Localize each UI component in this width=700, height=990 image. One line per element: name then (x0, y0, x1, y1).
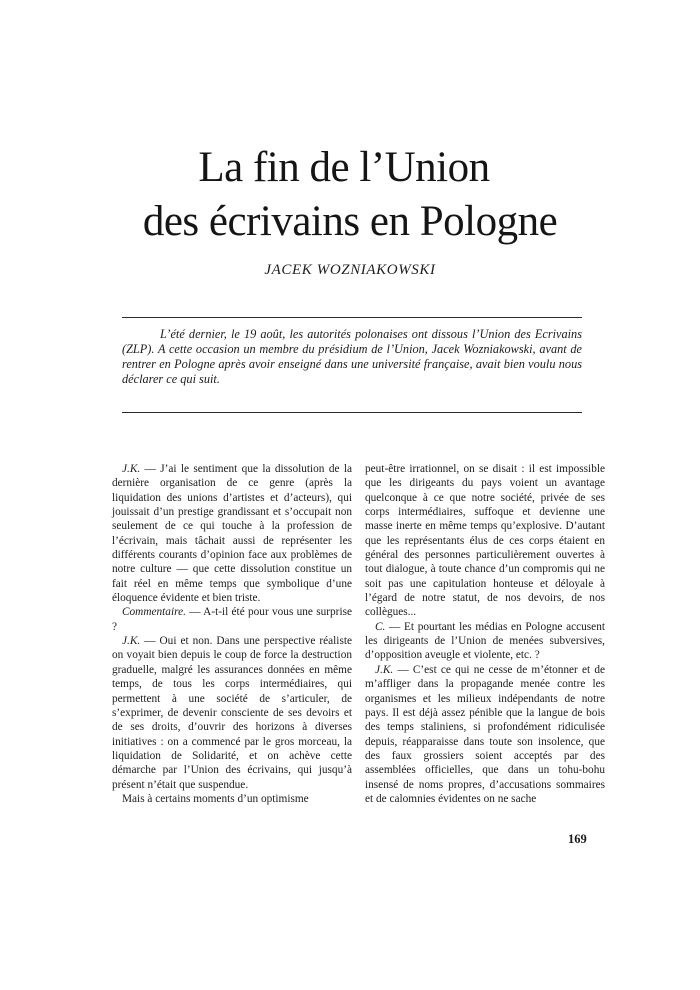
paragraph (112, 634, 352, 792)
article-title-line-1: La fin de l’Union (198, 144, 490, 191)
left-column (112, 462, 352, 806)
speaker-label: J.K. (375, 663, 394, 676)
speaker-label: J.K. (122, 635, 141, 648)
paragraph (112, 605, 352, 634)
paragraph (112, 462, 352, 605)
paragraph (365, 663, 605, 806)
speaker-label: J.K. (122, 463, 141, 475)
article-author: JACEK WOZNIAKOWSKI (264, 262, 436, 278)
page-number: 169 (568, 832, 587, 846)
speaker-label: C. (375, 620, 386, 633)
article-intro: L’été dernier, le 19 août, les autorités polonaises ont dissous l’Union des Ecrivains (ZLP). A cette occasion un membre du présidium de l’Union, Jacek Wozniakowski, avant de rentrer en Pologne après avoir enseigné dans une université française, avait bien voulu nous déclarer ce qui suit. (122, 327, 582, 386)
intro-top-rule (122, 317, 582, 318)
paragraph-text: peut-être irrationnel, on se disait : il est impossible que les dirigeants du pays voient un avantage quelconque à ce que notre société, privée de ses corps intermédiaires, suffoque et devienne une masse inerte en même temps qu’explosive. D’autant que les représentants élus de ces corps étaient en général des personnes particulièrement ouvertes à tout dialogue, à toute chance d’un compromis qui ne soit pas une capitulation honteuse et déloyale à l’égard de notre statut, de nos devoirs, de nos collègues... (365, 463, 605, 619)
paragraph (112, 792, 352, 806)
article-title-line-2: des écrivains en Pologne (142, 198, 558, 245)
right-column (365, 462, 605, 806)
paragraph-text: — J’ai le sentiment que la dissolution de la dernière organisation de ce genre (après la liquidation des unions d’artistes et d’acteurs), qui jouissait d’un prestige grandissant et s’occupait non seulement de ce qui touche à la profession de l’écrivain, mais tâchait aussi de représenter les différents courants d’opinion face aux problèmes de notre culture — que cette dissolution constitue un fait réel en même temps que symbolique d’une éloquence évidente et bien triste. (112, 463, 352, 605)
paragraph-text: — C’est ce qui ne cesse de m’étonner et de m’affliger dans la propagande menée contre les organismes et les milieux indépendants de notre pays. Il est déjà assez pénible que la langue de bois des temps staliniens, si profondément ridiculisée depuis, réapparaisse dans toute son insolence, que des faux grossiers soient acceptés par des assemblées officielles, que dans un tohu-bohu insensé de noms propres, d’accusations sommaires et de calomnies évidentes on ne sache (365, 663, 605, 805)
paragraph-text: — Et pourtant les médias en Pologne accusent les dirigeants de l’Union de menées subversives, d’opposition aveugle et violente, etc. ? (365, 620, 605, 662)
intro-bottom-rule (122, 412, 582, 413)
paragraph-text: Mais à certains moments d’un optimisme (122, 792, 309, 805)
paragraph (365, 620, 605, 663)
paragraph-text: — A-t-il été pour vous une surprise ? (112, 606, 352, 633)
paragraph-text: — Oui et non. Dans une perspective réaliste on voyait bien depuis le coup de force la destruction graduelle, malgré les assurances données en même temps, de tous les corps intermédiaires, qui permettent à une société de s’articuler, de s’exprimer, de devenir consciente de ses devoirs et de ses droits, d’ouvrir des horizons à diverses initiatives : on a commencé par le gros morceau, la liquidation de Solidarité, et on achève cette démarche par l’Union des écrivains, qui jusqu’à présent n’était que suspendue. (112, 635, 352, 791)
paragraph (365, 462, 605, 620)
speaker-label: Commentaire. (122, 606, 186, 619)
